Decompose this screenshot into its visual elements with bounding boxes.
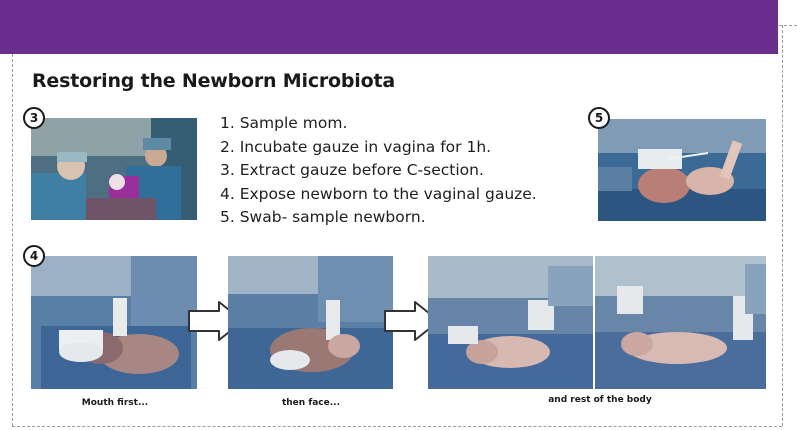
photo-rest-of-body-2 [595,256,766,389]
dashed-border-bottom [12,426,782,427]
page-title: Restoring the Newborn Microbiota [32,70,395,92]
step-3: 3. Extract gauze before C-section. [220,161,484,179]
step-badge-3: 3 [23,107,45,129]
step-2: 2. Incubate gauze in vagina for 1h. [220,137,492,156]
step-badge-5: 5 [588,107,610,129]
photo-then-face [228,256,393,389]
step-badge-4: 4 [23,245,45,267]
header-bar [0,0,778,54]
photo-step3-operating-room [31,118,197,220]
dashed-border-right [782,25,783,426]
photo-step5-swab-newborn [598,119,766,221]
photo-rest-of-body-1 [428,256,593,389]
caption-rest-of-body: and rest of the body [548,395,652,405]
caption-mouth-first: Mouth first... [81,398,149,408]
caption-then-face: then face... [281,398,341,408]
step-4: 4. Expose newborn to the vaginal gauze. [220,184,537,203]
steps-list [220,112,537,230]
step-1: 1. Sample mom. [220,114,348,132]
dashed-border-left [12,54,13,426]
photo-mouth-first [31,256,197,389]
step-5: 5. Swab- sample newborn. [220,208,426,226]
